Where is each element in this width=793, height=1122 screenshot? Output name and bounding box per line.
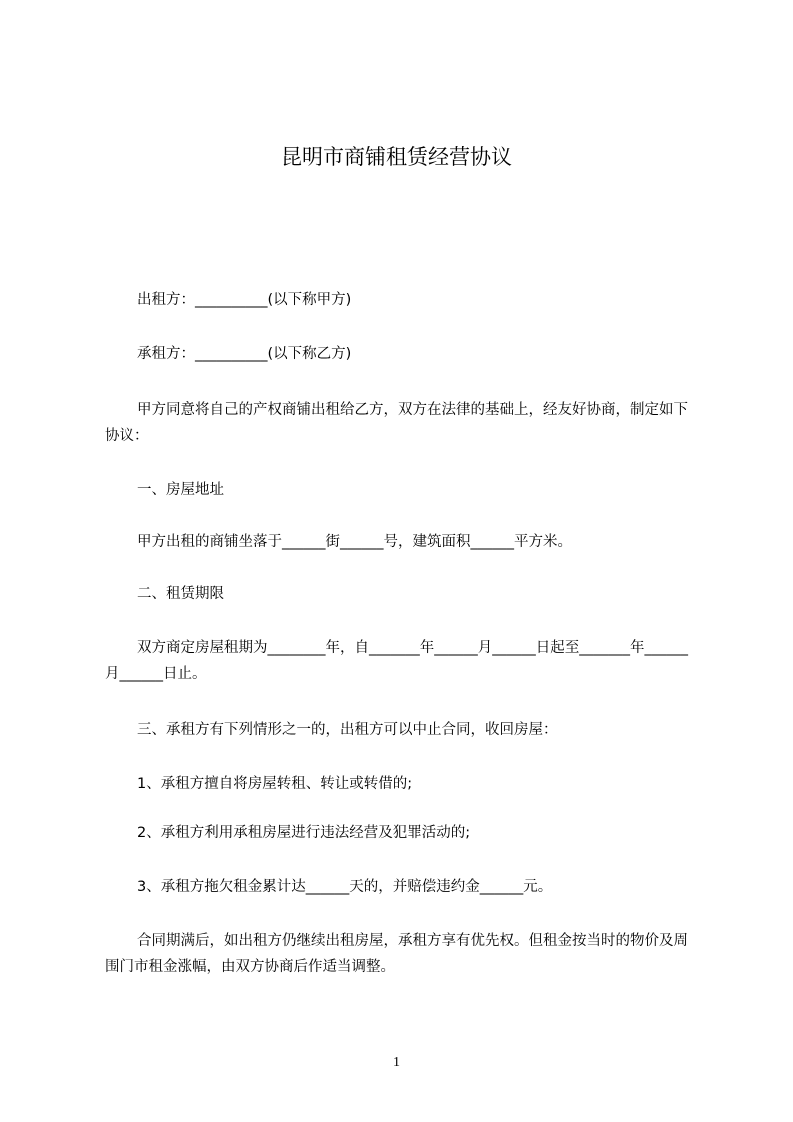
document-title: 昆明市商铺租赁经营协议 [281, 145, 512, 169]
clause-1: 1、承租方擅自将房屋转租、转让或转借的; [137, 776, 413, 792]
clause-3: 3、承租方拖欠租金累计达______天的，并赔偿违约金______元。 [137, 879, 553, 895]
paragraph-renewal: 合同期满后，如出租方仍继续出租房屋，承租方享有优先权。但租金按当时的物价及周围门市租金涨幅，由双方协商后作适当调整。 [105, 933, 688, 975]
heading-address: 一、房屋地址 [137, 482, 224, 498]
paragraph-term: 双方商定房屋租期为________年，自_______年______月______日起至_______年______月______日止。 [105, 640, 688, 682]
paragraph-lessor: 出租方：__________(以下称甲方) [137, 292, 352, 308]
paragraph-address: 甲方出租的商铺坐落于______街______号，建筑面积______平方米。 [137, 534, 572, 550]
heading-termination: 三、承租方有下列情形之一的，出租方可以中止合同，收回房屋： [137, 722, 558, 738]
paragraph-intro: 甲方同意将自己的产权商铺出租给乙方，双方在法律的基础上，经友好协商，制定如下协议： [105, 402, 688, 444]
heading-term: 二、租赁期限 [137, 586, 224, 602]
clause-2: 2、承租方利用承租房屋进行违法经营及犯罪活动的; [137, 825, 471, 841]
paragraph-lessee: 承租方：__________(以下称乙方) [137, 346, 352, 362]
page-number: 1 [393, 1055, 400, 1070]
